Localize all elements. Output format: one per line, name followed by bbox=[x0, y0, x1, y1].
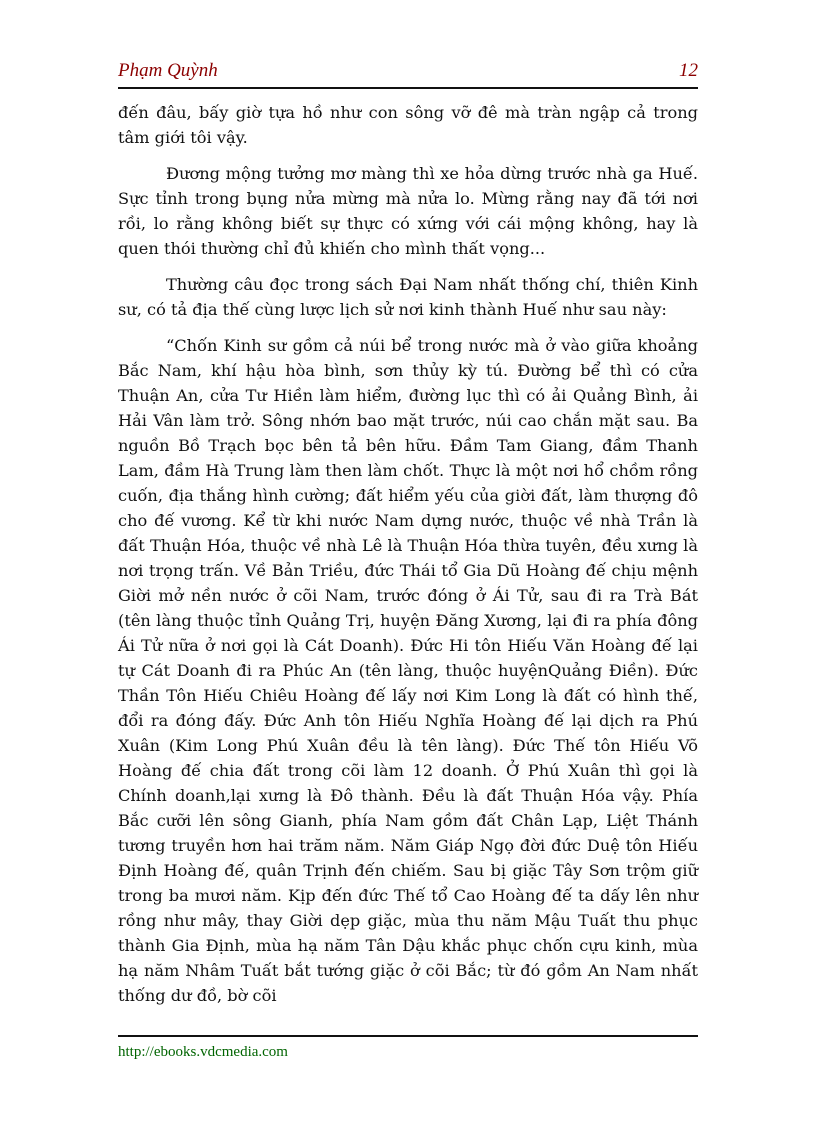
paragraph-1: đến đâu, bấy giờ tựa hồ như con sông vỡ đê mà tràn ngập cả trong tâm giới tôi vậy. bbox=[118, 103, 698, 147]
paragraph-4: “Chốn Kinh sư gồm cả núi bể trong nước mà ở vào giữa khoảng Bắc Nam, khí hậu hòa bình, sơn thủy kỳ tú. Đường bể thì có cửa Thuận An, cửa Tư Hiền làm hiểm, đường lục thì có ải Quảng Bình, ải Hải Vân làm trở. Sông nhớn bao mặt trước, núi cao chắn mặt sau. Ba nguồn Bồ Trạch bọc bên tả bên hữu. Đầm Tam Giang, đầm Thanh Lam, đầm Hà Trung làm then làm chốt. Thực là một nơi hổ chồm rồng cuốn, địa thắng hình cường; đất hiểm yếu của giời đất, làm thượng đô cho đế vương. Kể từ khi nước Nam dựng nước, thuộc về nhà Trần là đất Thuận Hóa, thuộc về nhà Lê là Thuận Hóa thừa tuyên, đều xưng là nơi trọng trấn. Về Bản Triều, đức Thái tổ Gia Dũ Hoàng đế chịu mệnh Giời mở nền nước ở cõi Nam, trước đóng ở Ái Tử, sau đi ra Trà Bát (tên làng thuộc tỉnh Quảng Trị, huyện Đăng Xương, lại đi ra phía đông Ái Tử nữa ở nơi gọi là Cát Doanh). Đức Hi tôn Hiếu Văn Hoàng đế lại tự Cát Doanh đi ra Phúc An (tên làng, thuộc huyệnQuảng Điền). Đức Thần Tôn Hiếu Chiêu Hoàng đế lấy nơi Kim Long là đất có hình thế, đổi ra đóng đấy. Đức Anh tôn Hiếu Nghĩa Hoàng đế lại dịch ra Phú Xuân (Kim Long Phú Xuân đều là tên làng). Đức Thế tôn Hiếu Võ Hoàng đế chia đất trong cõi làm 12 doanh. Ở Phú Xuân thì gọi là Chính doanh,lại xưng là Đô thành. Đều là đất Thuận Hóa vậy. Phía Bắc cưỡi lên sông Gianh, phía Nam gồm đất Chân Lạp, Liệt Thánh tương truyền hơn hai trăm năm. Năm Giáp Ngọ đời đức Duệ tôn Hiếu Định Hoàng đế, quân Trịnh đến chiếm. Sau bị giặc Tây Sơn trộm giữ trong ba mươi năm. Kịp đến đức Thế tổ Cao Hoàng đế ta dấy lên như rồng như mây, thay Giời dẹp giặc, mùa thu năm Mậu Tuất thu phục thành Gia Định, mùa hạ năm Tân Dậu khắc phục chốn cựu kinh, mùa hạ năm Nhâm Tuất bắt tướng giặc ở cõi Bắc; từ đó gồm An Nam nhất thống dư đồ, bờ cõi bbox=[118, 336, 698, 1005]
page-body bbox=[118, 100, 698, 1019]
page-header bbox=[118, 60, 698, 86]
header-author: Phạm Quỳnh bbox=[118, 60, 218, 81]
page-number: 12 bbox=[679, 60, 698, 81]
footer-divider bbox=[118, 1035, 698, 1037]
header-divider bbox=[118, 87, 698, 89]
paragraph-2: Đương mộng tưởng mơ màng thì xe hỏa dừng trước nhà ga Huế. Sực tỉnh trong bụng nửa mừng mà nửa lo. Mừng rằng nay đã tới nơi rồi, lo rằng không biết sự thực có xứng với cái mộng không, hay là quen thói thường chỉ đủ khiến cho mình thất vọng... bbox=[118, 164, 698, 258]
footer-url-link[interactable]: http://ebooks.vdcmedia.com bbox=[118, 1044, 288, 1060]
paragraph-3: Thường câu đọc trong sách Đại Nam nhất thống chí, thiên Kinh sư, có tả địa thế cùng lược lịch sử nơi kinh thành Huế như sau này: bbox=[118, 275, 698, 319]
